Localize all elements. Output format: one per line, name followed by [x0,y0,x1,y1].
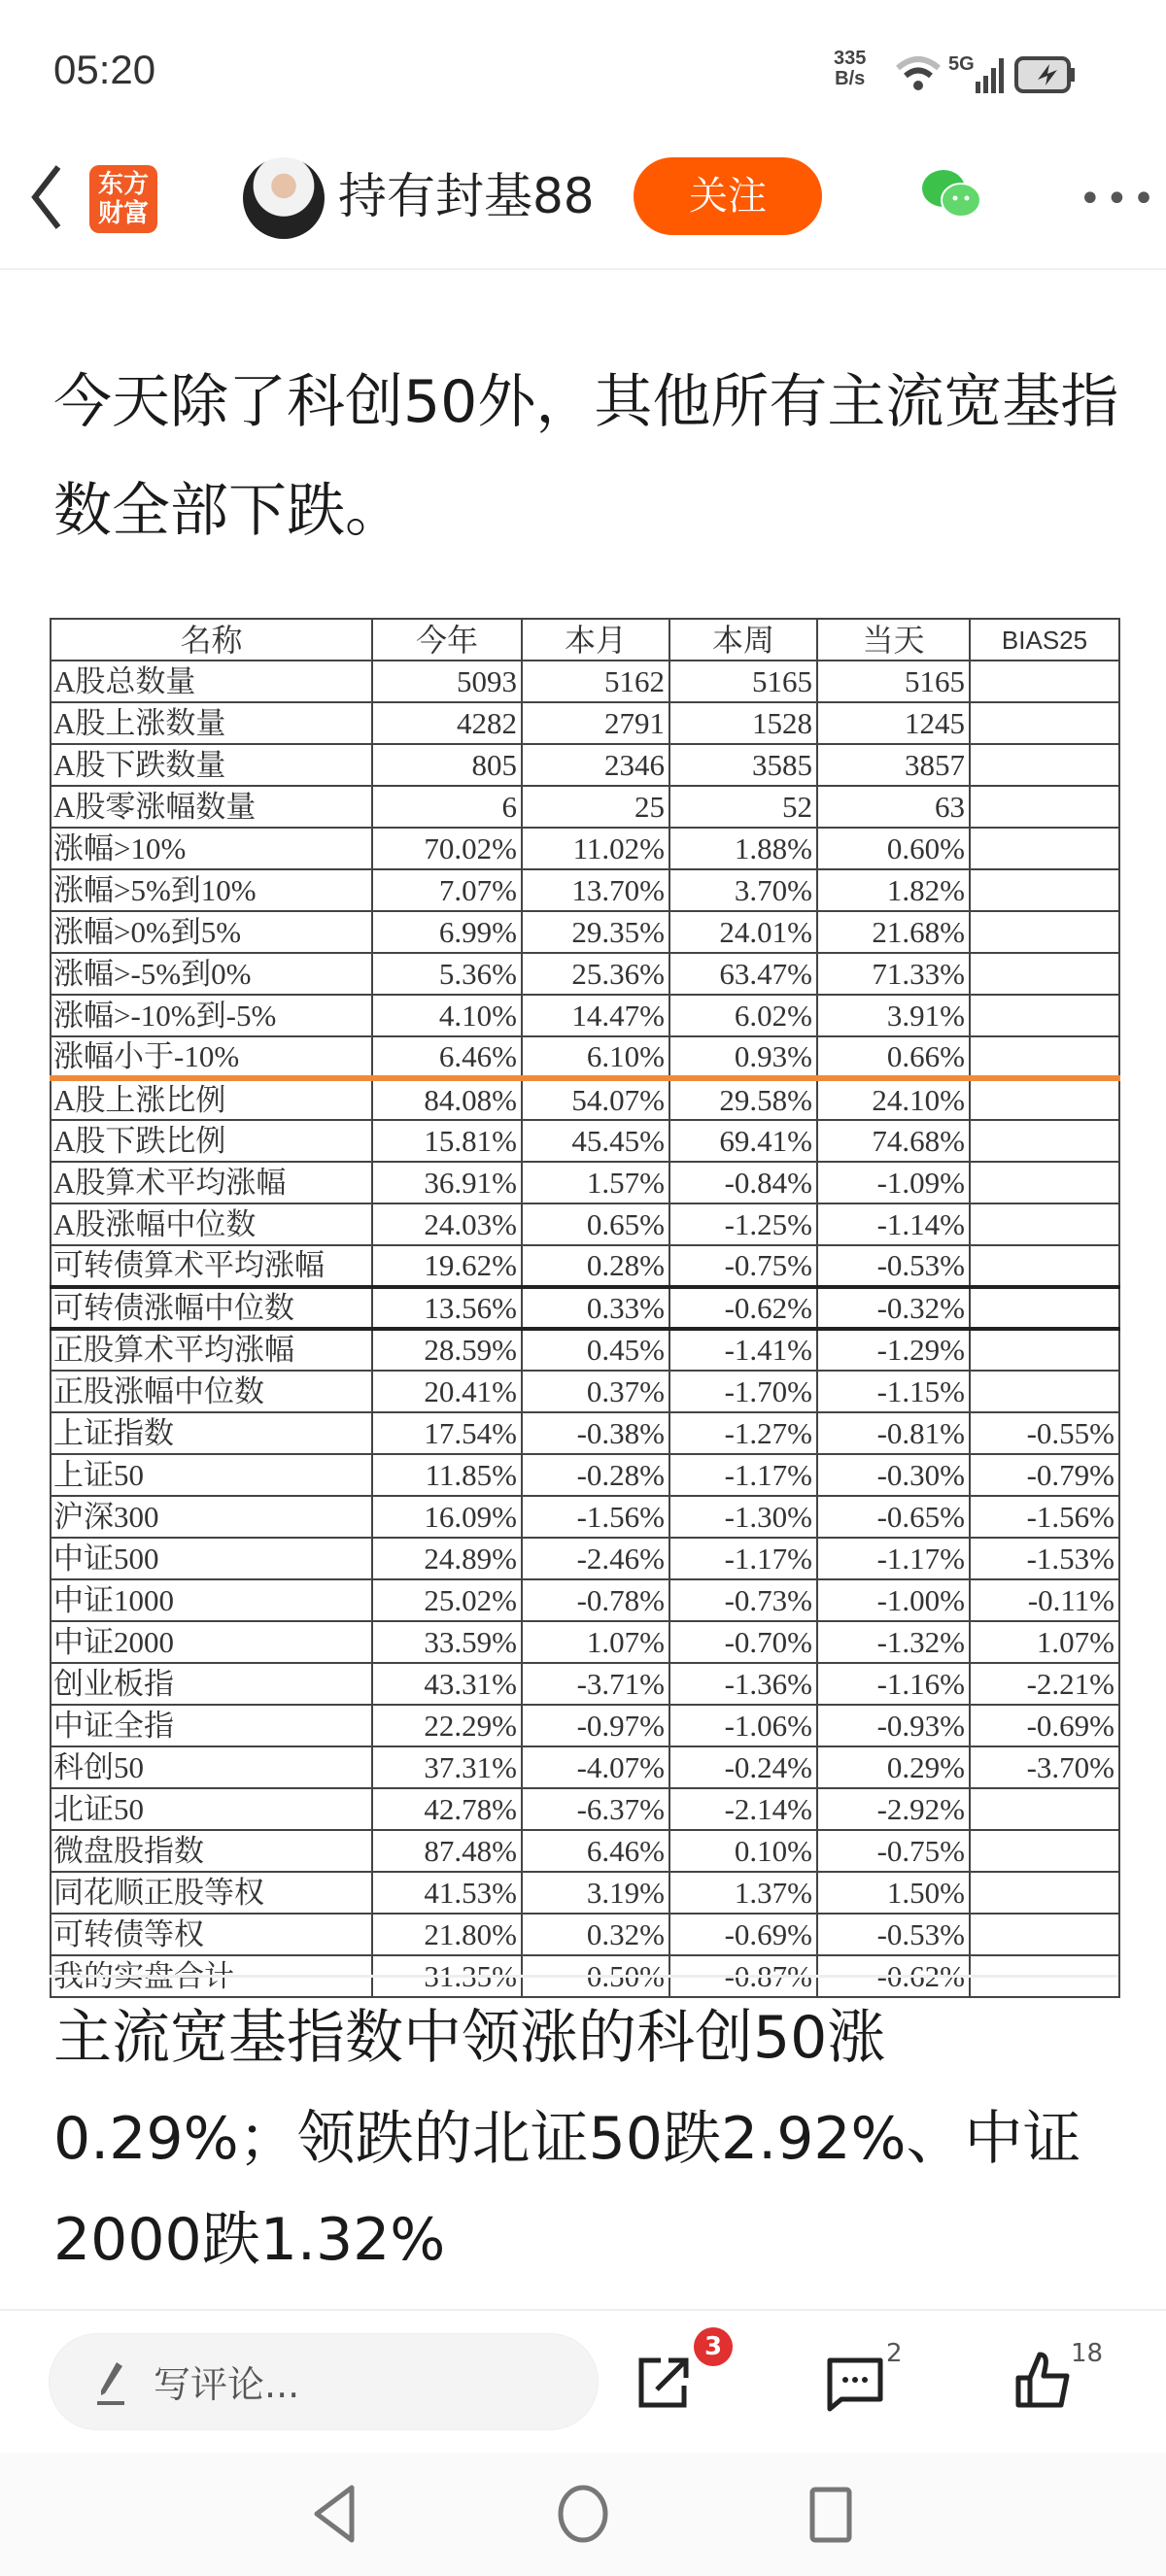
table-row [51,1496,1119,1538]
value-cell [970,786,1119,828]
column-header: 本月 [522,619,669,661]
value-cell [970,1914,1119,1955]
value-cell: 0.37% [522,1371,669,1412]
value-cell: 21.68% [817,911,970,953]
nav-back-icon[interactable] [309,2484,358,2544]
value-cell: 11.02% [522,828,669,869]
value-cell: 1.37% [669,1872,817,1914]
row-name-cell: 上证50 [51,1454,372,1496]
row-name-cell: 微盘股指数 [51,1830,372,1872]
value-cell: 0.29% [817,1746,970,1788]
value-cell: -2.46% [522,1538,669,1579]
value-cell: -0.81% [817,1412,970,1454]
value-cell: -0.78% [522,1579,669,1621]
row-name-cell: A股上涨数量 [51,702,372,744]
table-image-bottom [50,1958,1118,1978]
value-cell: 0.45% [522,1329,669,1371]
thumbs-up-icon[interactable] [1012,2349,1075,2411]
value-cell: 43.31% [372,1663,522,1705]
table-row [51,953,1119,995]
row-name-cell: 可转债涨幅中位数 [51,1287,372,1329]
table-row [51,702,1119,744]
table-row [51,1245,1119,1287]
like-count: 18 [1071,2339,1104,2368]
value-cell: -3.70% [970,1746,1119,1788]
value-cell: 14.47% [522,995,669,1036]
value-cell: 52 [669,786,817,828]
value-cell: -0.53% [817,1914,970,1955]
value-cell [970,1287,1119,1329]
table-row [51,1078,1119,1120]
value-cell [970,1162,1119,1203]
author-name[interactable]: 持有封基88 [338,168,595,224]
table-row [51,1162,1119,1203]
table-row [51,1705,1119,1746]
value-cell: -0.55% [970,1412,1119,1454]
share-count-badge: 3 [694,2327,733,2366]
value-cell: -2.14% [669,1788,817,1830]
table-row [51,1830,1119,1872]
value-cell [970,1245,1119,1287]
table-row [51,1914,1119,1955]
table-row [51,661,1119,702]
value-cell: 6 [372,786,522,828]
value-cell: 0.33% [522,1287,669,1329]
column-header: 名称 [51,619,372,661]
row-name-cell: 中证2000 [51,1621,372,1663]
table-row [51,1663,1119,1705]
table-row [51,1287,1119,1329]
value-cell: 29.58% [669,1078,817,1120]
row-name-cell: 涨幅>10% [51,828,372,869]
value-cell: 15.81% [372,1120,522,1162]
table-row [51,1746,1119,1788]
value-cell: 2791 [522,702,669,744]
row-name-cell: 可转债算术平均涨幅 [51,1245,372,1287]
table-row [51,1120,1119,1162]
table-row [51,1788,1119,1830]
value-cell: -0.93% [817,1705,970,1746]
row-name-cell: 可转债等权 [51,1914,372,1955]
value-cell: -1.17% [669,1538,817,1579]
value-cell: 17.54% [372,1412,522,1454]
value-cell: 42.78% [372,1788,522,1830]
battery-charging-icon [1016,58,1075,91]
eastmoney-logo: 东方 财富 [89,165,157,233]
value-cell: -1.41% [669,1329,817,1371]
article-paragraph-1: 今天除了科创50外，其他所有主流宽基指数全部下跌。 [53,368,1119,545]
value-cell [970,744,1119,786]
row-name-cell: 中证500 [51,1538,372,1579]
table-row [51,1872,1119,1914]
column-header: BIAS25 [970,619,1119,661]
value-cell: -0.73% [669,1579,817,1621]
net-speed-unit: B/s [835,68,866,89]
row-name-cell: 北证50 [51,1788,372,1830]
value-cell: -1.27% [669,1412,817,1454]
value-cell: 3585 [669,744,817,786]
row-name-cell: 涨幅>-5%到0% [51,953,372,995]
table-row [51,744,1119,786]
value-cell: -1.30% [669,1496,817,1538]
value-cell: -2.21% [970,1663,1119,1705]
value-cell [970,1078,1119,1120]
value-cell: -0.75% [669,1245,817,1287]
value-cell: -0.65% [817,1496,970,1538]
comment-icon[interactable] [824,2353,886,2415]
nav-recents-icon[interactable] [808,2486,853,2544]
table-row [51,1538,1119,1579]
value-cell: 0.65% [522,1203,669,1245]
value-cell: 2346 [522,744,669,786]
value-cell [970,1329,1119,1371]
table-row [51,869,1119,911]
value-cell: 1.07% [522,1621,669,1663]
value-cell: 0.93% [669,1036,817,1078]
value-cell: -0.53% [817,1245,970,1287]
row-name-cell: 涨幅>-10%到-5% [51,995,372,1036]
value-cell: -1.06% [669,1705,817,1746]
value-cell: 13.56% [372,1287,522,1329]
value-cell: -1.15% [817,1371,970,1412]
value-cell: -1.32% [817,1621,970,1663]
status-time: 05:20 [53,47,156,92]
row-name-cell: 沪深300 [51,1496,372,1538]
value-cell: 24.01% [669,911,817,953]
more-options-button[interactable]: ••• [1079,177,1159,221]
row-name-cell: 正股涨幅中位数 [51,1371,372,1412]
value-cell: -6.37% [522,1788,669,1830]
value-cell: 3.91% [817,995,970,1036]
value-cell: -0.32% [817,1287,970,1329]
row-name-cell: 同花顺正股等权 [51,1872,372,1914]
value-cell: -4.07% [522,1746,669,1788]
value-cell: -0.11% [970,1579,1119,1621]
row-name-cell: A股算术平均涨幅 [51,1162,372,1203]
value-cell [970,702,1119,744]
value-cell: 5.36% [372,953,522,995]
row-name-cell: A股总数量 [51,661,372,702]
value-cell: 6.46% [522,1830,669,1872]
value-cell: 4.10% [372,995,522,1036]
value-cell: -1.56% [522,1496,669,1538]
value-cell: -0.69% [970,1705,1119,1746]
value-cell: 6.02% [669,995,817,1036]
value-cell: -1.00% [817,1579,970,1621]
table-row [51,1371,1119,1412]
value-cell: 1.50% [817,1872,970,1914]
follow-button[interactable]: 关注 [634,157,822,235]
value-cell: 25 [522,786,669,828]
value-cell [970,1120,1119,1162]
comment-count: 2 [886,2339,903,2368]
value-cell: 5165 [669,661,817,702]
value-cell: 13.70% [522,869,669,911]
table-row [51,828,1119,869]
value-cell: -0.62% [669,1287,817,1329]
value-cell [970,661,1119,702]
row-name-cell: 上证指数 [51,1412,372,1454]
value-cell: 87.48% [372,1830,522,1872]
value-cell: 0.10% [669,1830,817,1872]
value-cell: 5165 [817,661,970,702]
pen-icon [93,2358,128,2407]
value-cell: 6.46% [372,1036,522,1078]
value-cell: 19.62% [372,1245,522,1287]
value-cell [970,1830,1119,1872]
row-name-cell: A股零涨幅数量 [51,786,372,828]
value-cell [970,1036,1119,1078]
comment-input[interactable] [49,2333,599,2430]
value-cell: 11.85% [372,1454,522,1496]
value-cell: 45.45% [522,1120,669,1162]
table-row [51,1036,1119,1078]
signal-icon [976,58,1004,93]
comment-placeholder[interactable]: 写评论... [154,2363,300,2406]
value-cell: 0.66% [817,1036,970,1078]
value-cell: 805 [372,744,522,786]
value-cell: 1245 [817,702,970,744]
net-speed-value: 335 [834,48,867,69]
value-cell: 71.33% [817,953,970,995]
value-cell: 1528 [669,702,817,744]
network-type: 5G [948,53,975,75]
value-cell [970,869,1119,911]
value-cell: 22.29% [372,1705,522,1746]
value-cell: 28.59% [372,1329,522,1371]
value-cell: 3.70% [669,869,817,911]
value-cell: -0.84% [669,1162,817,1203]
value-cell: -1.09% [817,1162,970,1203]
value-cell: 31.35% [372,1955,522,1997]
value-cell [970,1203,1119,1245]
table-row [51,995,1119,1036]
author-avatar[interactable] [243,157,325,239]
wechat-share-icon[interactable] [918,165,986,223]
value-cell: 16.09% [372,1496,522,1538]
value-cell: -1.29% [817,1329,970,1371]
value-cell: 0.32% [522,1914,669,1955]
row-name-cell: A股涨幅中位数 [51,1203,372,1245]
table-row [51,1621,1119,1663]
value-cell: -0.69% [669,1914,817,1955]
value-cell: 25.36% [522,953,669,995]
value-cell: 41.53% [372,1872,522,1914]
value-cell [970,828,1119,869]
table-row [51,786,1119,828]
value-cell: 21.80% [372,1914,522,1955]
value-cell: 24.03% [372,1203,522,1245]
value-cell: -0.87% [669,1955,817,1997]
value-cell: -1.17% [817,1538,970,1579]
value-cell: 1.82% [817,869,970,911]
value-cell: 0.60% [817,828,970,869]
column-header: 当天 [817,619,970,661]
back-button[interactable] [27,163,66,231]
value-cell: -1.25% [669,1203,817,1245]
column-header: 本周 [669,619,817,661]
value-cell: -1.53% [970,1538,1119,1579]
table-header-row [51,619,1119,661]
row-name-cell: A股下跌数量 [51,744,372,786]
value-cell: 37.31% [372,1746,522,1788]
table-row [51,1329,1119,1371]
value-cell: 33.59% [372,1621,522,1663]
value-cell: -0.62% [817,1955,970,1997]
value-cell: -0.28% [522,1454,669,1496]
wifi-icon [898,59,939,90]
market-stats-table [50,618,1120,1998]
value-cell: 6.10% [522,1036,669,1078]
value-cell: 1.88% [669,828,817,869]
value-cell: 70.02% [372,828,522,869]
row-name-cell: 科创50 [51,1746,372,1788]
row-name-cell: 涨幅小于-10% [51,1036,372,1078]
value-cell: 36.91% [372,1162,522,1203]
row-name-cell: A股上涨比例 [51,1078,372,1120]
nav-home-icon[interactable] [557,2484,609,2544]
header-divider [0,268,1166,270]
row-name-cell: 涨幅>5%到10% [51,869,372,911]
value-cell: -1.17% [669,1454,817,1496]
system-navigation-bar [0,2453,1166,2576]
value-cell: 24.89% [372,1538,522,1579]
value-cell: 63 [817,786,970,828]
value-cell [970,1371,1119,1412]
value-cell: -1.70% [669,1371,817,1412]
value-cell: 5093 [372,661,522,702]
value-cell: 4282 [372,702,522,744]
value-cell: -1.14% [817,1203,970,1245]
value-cell [970,1788,1119,1830]
value-cell: -0.70% [669,1621,817,1663]
value-cell: -0.75% [817,1830,970,1872]
value-cell: -0.24% [669,1746,817,1788]
row-name-cell: 中证全指 [51,1705,372,1746]
value-cell: -0.38% [522,1412,669,1454]
value-cell: -0.30% [817,1454,970,1496]
table-row [51,1579,1119,1621]
column-header: 今年 [372,619,522,661]
value-cell: 24.10% [817,1078,970,1120]
value-cell: 7.07% [372,869,522,911]
value-cell [970,911,1119,953]
value-cell: 69.41% [669,1120,817,1162]
value-cell: 6.99% [372,911,522,953]
table-row [51,1412,1119,1454]
value-cell: -1.36% [669,1663,817,1705]
value-cell: 3.19% [522,1872,669,1914]
value-cell [970,953,1119,995]
value-cell: 54.07% [522,1078,669,1120]
value-cell: -0.97% [522,1705,669,1746]
value-cell: 29.35% [522,911,669,953]
value-cell: 74.68% [817,1120,970,1162]
value-cell: -0.79% [970,1454,1119,1496]
table-row [51,1454,1119,1496]
value-cell: 1.57% [522,1162,669,1203]
row-name-cell: 正股算术平均涨幅 [51,1329,372,1371]
status-icons [894,51,1088,99]
value-cell: 1.07% [970,1621,1119,1663]
value-cell: 63.47% [669,953,817,995]
table-row [51,1203,1119,1245]
row-name-cell: 涨幅>0%到5% [51,911,372,953]
article-paragraph-2: 主流宽基指数中领涨的科创50涨0.29%；领跌的北证50跌2.92%、中证2000跌1.32% [53,2004,1081,2274]
value-cell: 0.50% [522,1955,669,1997]
share-icon[interactable] [634,2351,696,2413]
value-cell: 0.28% [522,1245,669,1287]
value-cell [970,1872,1119,1914]
row-name-cell: A股下跌比例 [51,1120,372,1162]
value-cell: 20.41% [372,1371,522,1412]
row-name-cell: 创业板指 [51,1663,372,1705]
value-cell: 5162 [522,661,669,702]
value-cell: -2.92% [817,1788,970,1830]
network-speed [834,49,866,89]
value-cell [970,995,1119,1036]
value-cell: -3.71% [522,1663,669,1705]
row-name-cell: 中证1000 [51,1579,372,1621]
value-cell: -1.16% [817,1663,970,1705]
value-cell: 3857 [817,744,970,786]
table-row [51,911,1119,953]
value-cell: 25.02% [372,1579,522,1621]
row-name-cell: 我的实盘合计 [51,1955,372,1997]
value-cell: 84.08% [372,1078,522,1120]
value-cell: -1.56% [970,1496,1119,1538]
